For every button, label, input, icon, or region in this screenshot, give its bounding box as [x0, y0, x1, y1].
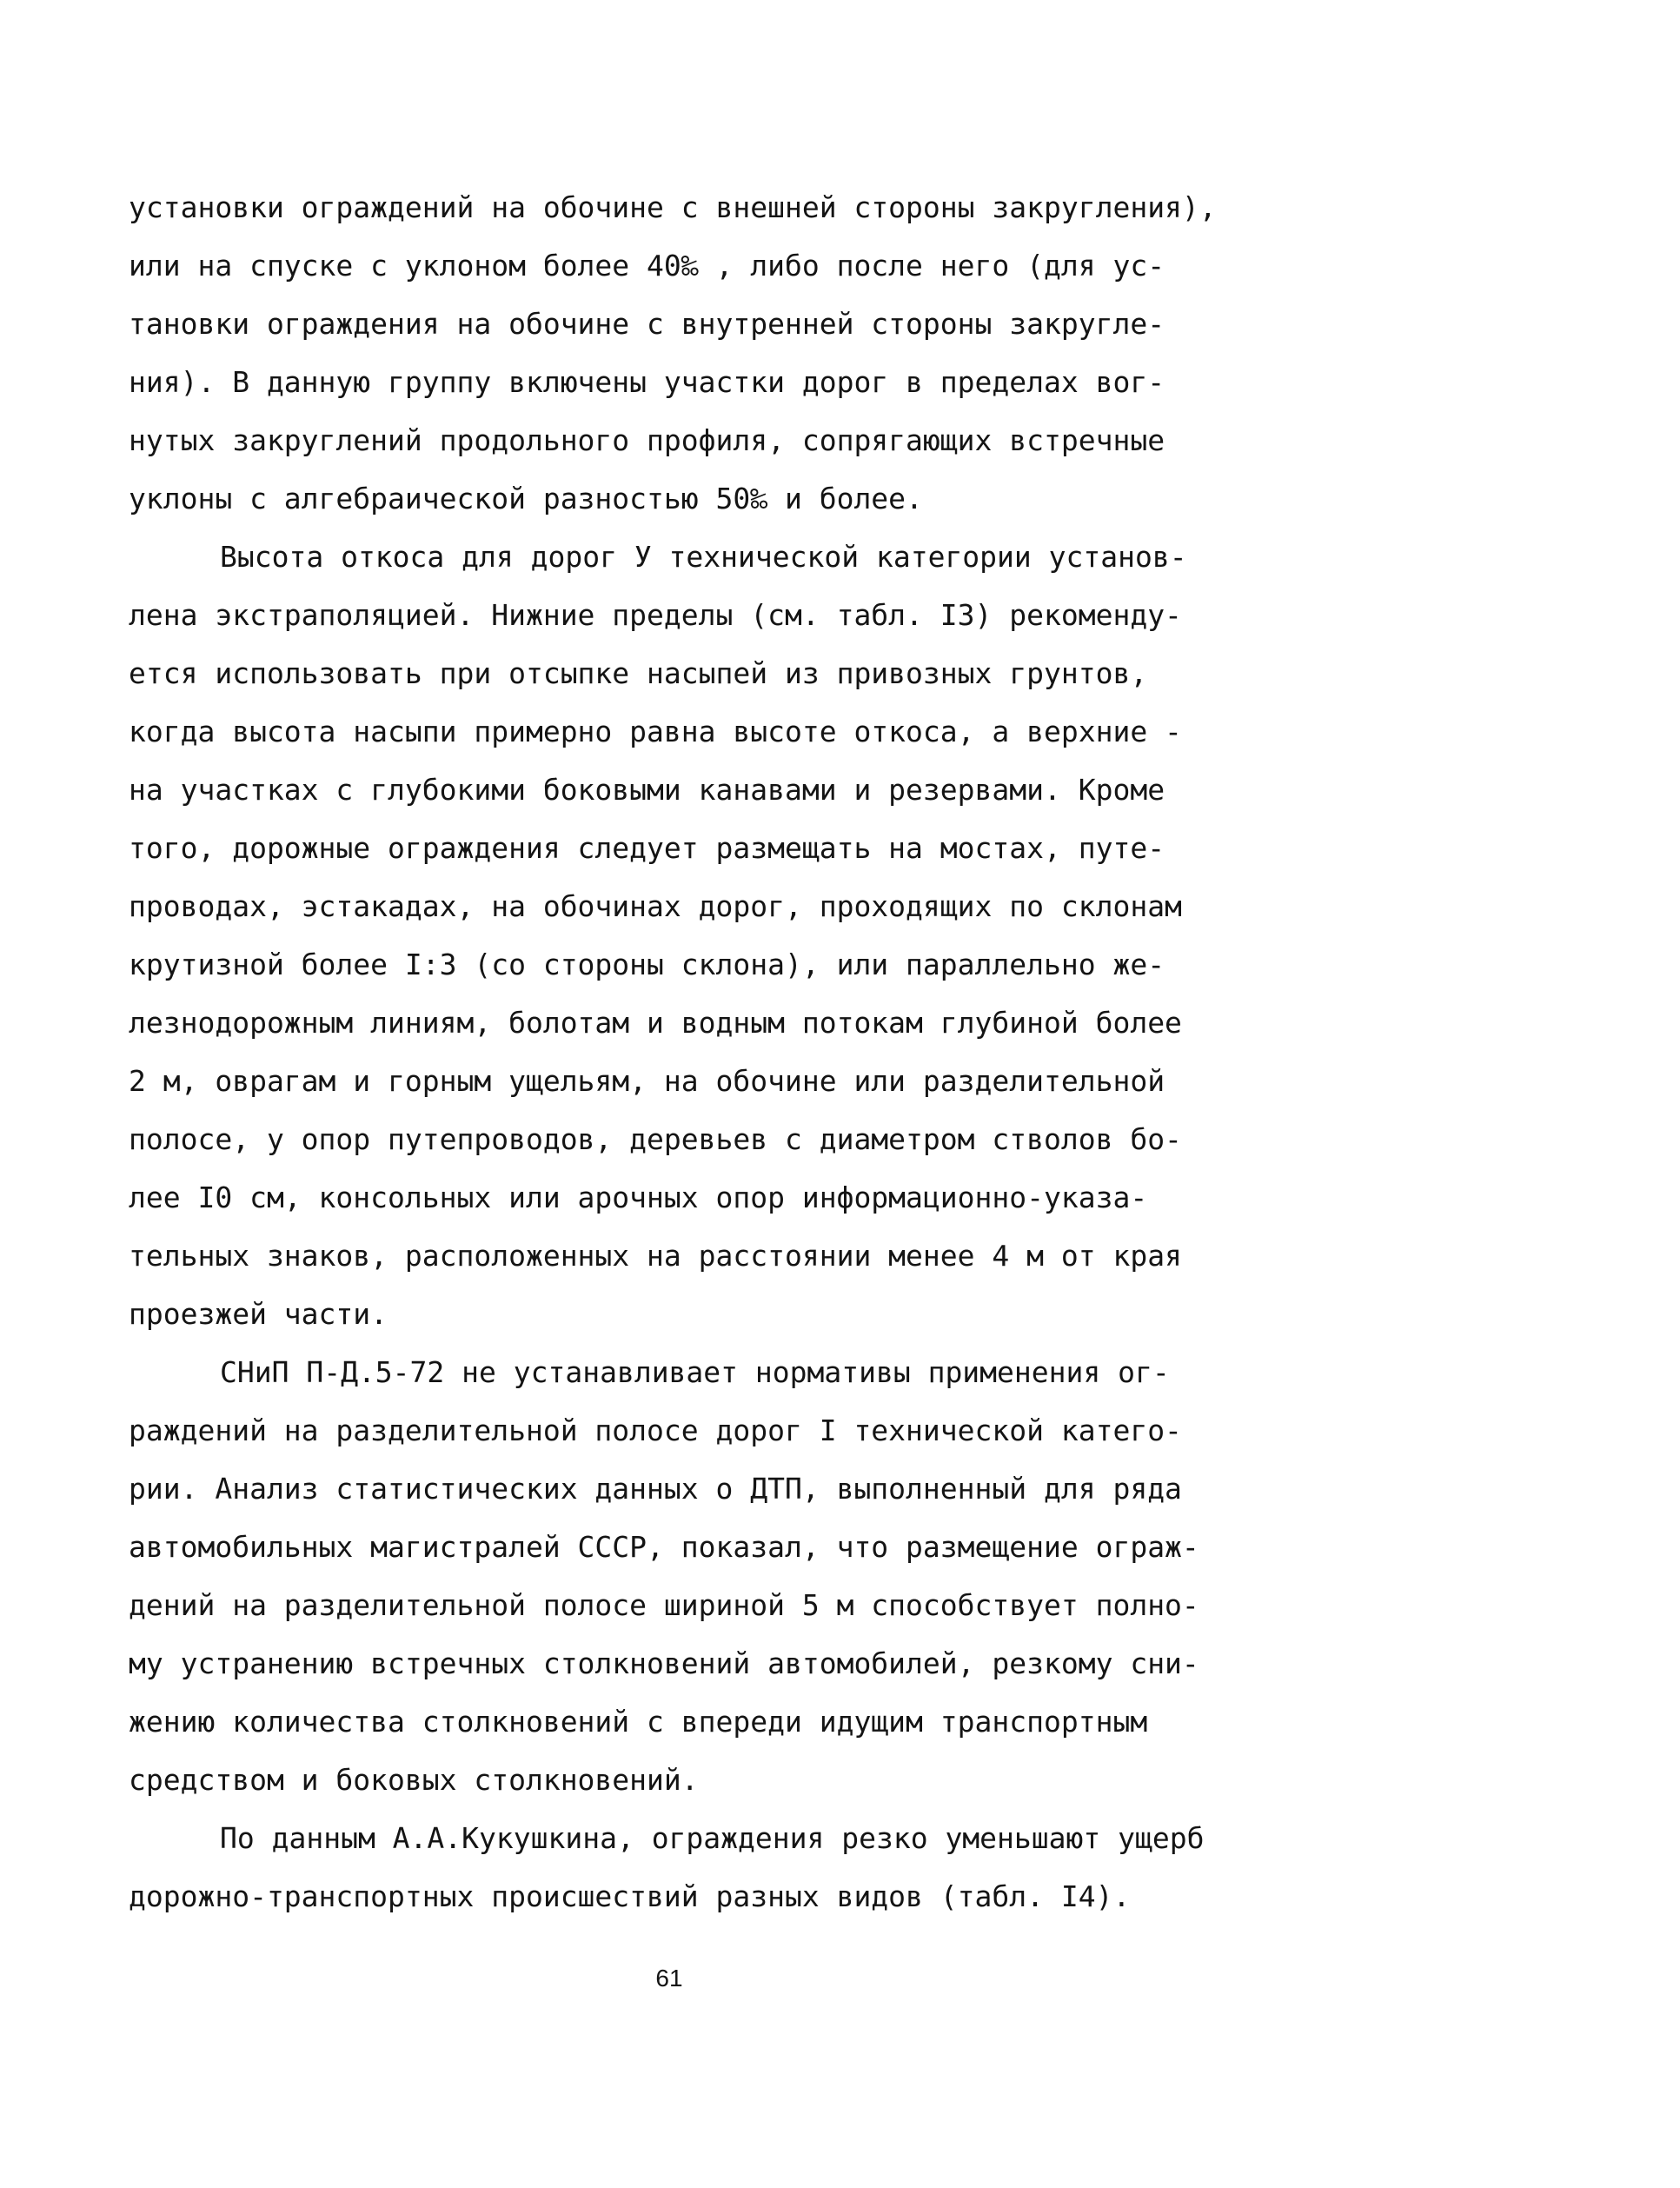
text-line: средством и боковых столкновений. — [129, 1763, 699, 1797]
text-line: 2 м, оврагам и горным ущельям, на обочине или разделительной — [129, 1064, 1165, 1098]
text-line: или на спуске с уклоном более 40‰ , либо после него (для ус- — [129, 249, 1165, 283]
text-line: когда высота насыпи примерно равна высоте откоса, а верхние - — [129, 715, 1182, 748]
text-line: уклоны с алгебраической разностью 50‰ и более. — [129, 482, 923, 515]
text-line: лее I0 см, консольных или арочных опор информационно-указа- — [129, 1180, 1148, 1214]
text-line: лена экстраполяцией. Нижние пределы (см. табл. I3) рекоменду- — [129, 598, 1182, 632]
text-line: того, дорожные ограждения следует размещать на мостах, путе- — [129, 831, 1165, 865]
text-line: му устранению встречных столкновений автомобилей, резкому сни- — [129, 1646, 1199, 1680]
text-line: лезнодорожным линиям, болотам и водным потокам глубиной более — [129, 1006, 1182, 1040]
text-line: рии. Анализ статистических данных о ДТП, выполненный для ряда — [129, 1472, 1182, 1506]
page-number: 61 — [655, 1965, 683, 1992]
text-line: автомобильных магистралей СССР, показал, что размещение ограж- — [129, 1530, 1199, 1564]
text-line: дений на разделительной полосе шириной 5 м способствует полно- — [129, 1588, 1199, 1622]
text-line: Высота откоса для дорог У технической категории установ- — [220, 540, 1187, 574]
text-line: установки ограждений на обочине с внешней стороны закругления), — [129, 190, 1217, 224]
text-line: проезжей части. — [129, 1297, 388, 1331]
text-line: проводах, эстакадах, на обочинах дорог, проходящих по склонам — [129, 889, 1182, 923]
text-line: дорожно-транспортных происшествий разных видов (табл. I4). — [129, 1879, 1131, 1913]
text-line: полосе, у опор путепроводов, деревьев с диаметром стволов бо- — [129, 1122, 1182, 1156]
text-line: тельных знаков, расположенных на расстоянии менее 4 м от края — [129, 1239, 1182, 1273]
text-line: тановки ограждения на обочине с внутренней стороны закругле- — [129, 307, 1165, 341]
text-line: крутизной более I:3 (со стороны склона), или параллельно же- — [129, 948, 1165, 981]
text-line: ния). В данную группу включены участки дорог в пределах вог- — [129, 365, 1165, 399]
body-text — [129, 178, 1258, 1925]
text-line: ется использовать при отсыпке насыпей из привозных грунтов, — [129, 656, 1148, 690]
text-line: нутых закруглений продольного профиля, сопрягающих встречные — [129, 423, 1165, 457]
text-line: По данным А.А.Кукушкина, ограждения резко уменьшают ущерб — [220, 1821, 1205, 1855]
text-line: раждений на разделительной полосе дорог I технической катего- — [129, 1413, 1182, 1447]
text-line: на участках с глубокими боковыми канавами и резервами. Кроме — [129, 773, 1165, 807]
text-line: СНиП П-Д.5-72 не устанавливает нормативы применения ог- — [220, 1355, 1170, 1389]
text-line: жению количества столкновений с впереди идущим транспортным — [129, 1705, 1148, 1739]
